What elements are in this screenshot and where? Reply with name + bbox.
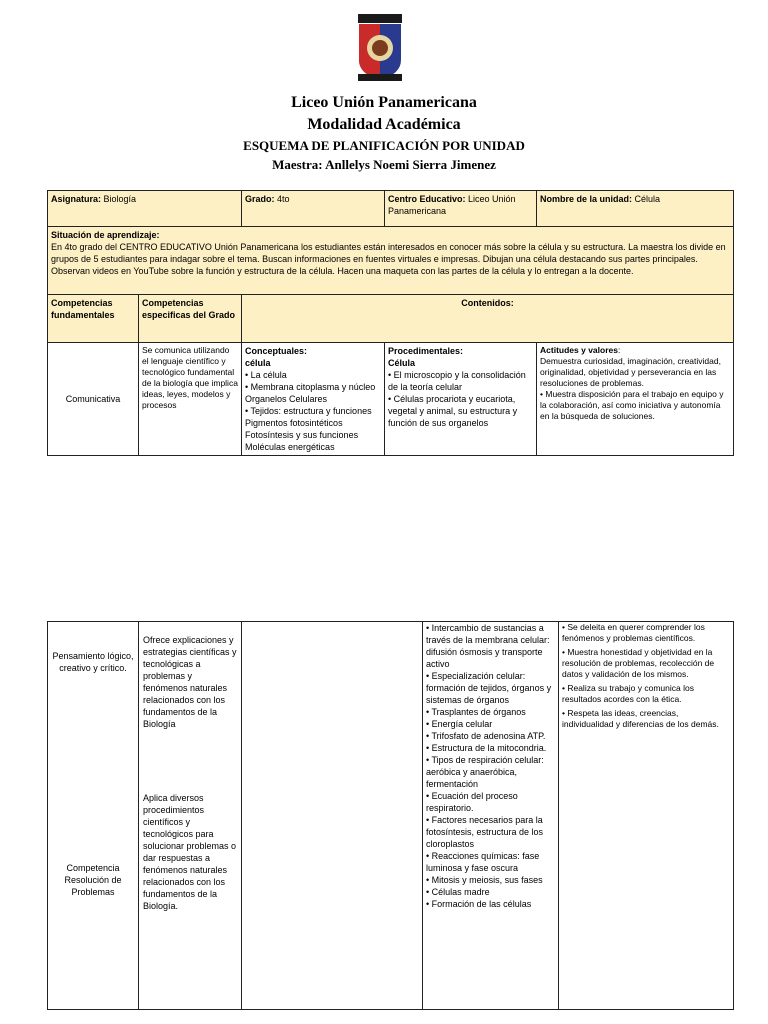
- attitudes-values-2: [559, 622, 734, 1010]
- fundamental-competencies-2: [48, 622, 139, 1010]
- col-fundamental-header: Competencias fundamentales: [48, 295, 139, 343]
- list-item: • El microscopio y la consolidación de la teoría celular: [388, 369, 533, 393]
- procedural-contents: Procedimentales: Célula • El microscopio y la consolidación de la teoría celular • Células procariota y eucariota, vegetal y animal, su estructura y función de sus organelos: [385, 343, 537, 456]
- list-item: • Factores necesarios para la fotosíntesis, estructura de los cloroplastos: [426, 814, 555, 850]
- list-item: • Trasplantes de órganos: [426, 706, 555, 718]
- list-item: • Mitosis y meiosis, sus fases: [426, 874, 555, 886]
- list-item: • Ecuación del proceso respiratorio.: [426, 790, 555, 814]
- list-item: • La célula: [245, 369, 381, 381]
- grade-cell: Grado: 4to: [242, 191, 385, 227]
- fundamental-problem-solving: Competencia Resolución de Problemas: [64, 863, 122, 897]
- list-item: • Tipos de respiración celular: aeróbica y anaeróbica, fermentación: [426, 754, 555, 790]
- modality-title: Modalidad Académica: [307, 116, 461, 133]
- conceptual-contents: Conceptuales: célula • La célula • Membrana citoplasma y núcleo Organelos Celulares • Tejidos: estructura y funciones Pigmentos fotosintéticos Fotosíntesis y sus funciones Moléculas energéticas: [242, 343, 385, 456]
- list-item: • Se deleita en querer comprender los fenómenos y problemas científicos.: [562, 622, 730, 644]
- list-item: • Células procariota y eucariota, vegetal y animal, su estructura y función de sus organelos: [388, 393, 533, 429]
- list-item: • Estructura de la mitocondria.: [426, 742, 555, 754]
- subject-cell: Asignatura: Biología: [48, 191, 242, 227]
- teacher-name: Maestra: Anllelys Noemi Sierra Jimenez: [272, 157, 496, 172]
- procedural-contents-2: [423, 622, 559, 1010]
- list-item: • Respeta las ideas, creencias, individualidad y diferencias de los demás.: [562, 708, 730, 730]
- specific-logical: Ofrece explicaciones y estrategias científicas y tecnológicas a problemas y fenómenos naturales relacionados con los fundamentos de la Biología: [143, 635, 237, 729]
- school-name: Liceo Unión Panamericana: [291, 94, 477, 111]
- specific-competencies-2: [139, 622, 242, 1010]
- list-item: • Especialización celular: formación de tejidos, órganos y sistemas de órganos: [426, 670, 555, 706]
- specific-problem-solving: Aplica diversos procedimientos científicos y tecnológicos para solucionar problemas o dar respuestas a fenómenos naturales relacionados con los fundamentos de la Biología.: [143, 793, 237, 911]
- list-item: • Células madre: [426, 886, 555, 898]
- center-cell: Centro Educativo: Liceo Unión Panamericana: [385, 191, 537, 227]
- col-specific-header: Competencias especificas del Grado: [139, 295, 242, 343]
- list-item: • Reacciones químicas: fase luminosa y fase oscura: [426, 850, 555, 874]
- list-item: • Tejidos: estructura y funciones Pigmentos fotosintéticos Fotosíntesis y sus funciones Moléculas energéticas: [245, 405, 381, 453]
- col-contents-header: Contenidos:: [242, 295, 734, 343]
- conceptual-contents-2: [242, 622, 423, 1010]
- list-item: • Trifosfato de adenosina ATP.: [426, 730, 555, 742]
- list-item: • Intercambio de sustancias a través de la membrana celular: difusión ósmosis y transporte activo: [426, 622, 555, 670]
- planning-table-2: [47, 621, 734, 1010]
- planning-table-1: [47, 190, 734, 456]
- list-item: • Membrana citoplasma y núcleo Organelos Celulares: [245, 381, 381, 405]
- list-item: • Muestra honestidad y objetividad en la resolución de problemas, recolección de datos y validación de los mismos.: [562, 647, 730, 680]
- list-item: • Energía celular: [426, 718, 555, 730]
- fundamental-logical: Pensamiento lógico, creativo y crítico.: [52, 651, 134, 673]
- list-item: • Muestra disposición para el trabajo en equipo y la colaboración, así como iniciativa y autonomía en la búsqueda de soluciones.: [540, 389, 730, 422]
- school-logo: [355, 12, 405, 84]
- list-item: • Formación de las células: [426, 898, 555, 910]
- attitudes-values: Actitudes y valores: Demuestra curiosidad, imaginación, creatividad, originalidad, objetividad y perseverancia en las resoluciones de problemas. • Muestra disposición para el trabajo en equipo y la colaboración, así como iniciativa y autonomía en la búsqueda de soluciones.: [537, 343, 734, 456]
- list-item: • Realiza su trabajo y comunica los resultados acordes con la ética.: [562, 683, 730, 705]
- learning-situation: Situación de aprendizaje: En 4to grado del CENTRO EDUCATIVO Unión Panamericana los estudiantes están interesados en conocer más sobre la célula y su estructura. La maestra los divide en grupos de 5 estudiantes para indagar sobre el tema. Buscan informaciones en fuentes virtuales e impresas. Dibujan una célula destacando sus partes principales. Observan videos en YouTube sobre la función y estructura de la célula. Hacen una maqueta con las partes de la célula y lo entregan a la docente.: [48, 227, 734, 295]
- fundamental-communicative: Comunicativa: [48, 343, 139, 456]
- unit-cell: Nombre de la unidad: Célula: [537, 191, 734, 227]
- scheme-title: ESQUEMA DE PLANIFICACIÓN POR UNIDAD: [243, 138, 525, 153]
- specific-communicative: Se comunica utilizando el lenguaje científico y tecnológico fundamental de la biología que implica ideas, leyes, modelos y procesos: [139, 343, 242, 456]
